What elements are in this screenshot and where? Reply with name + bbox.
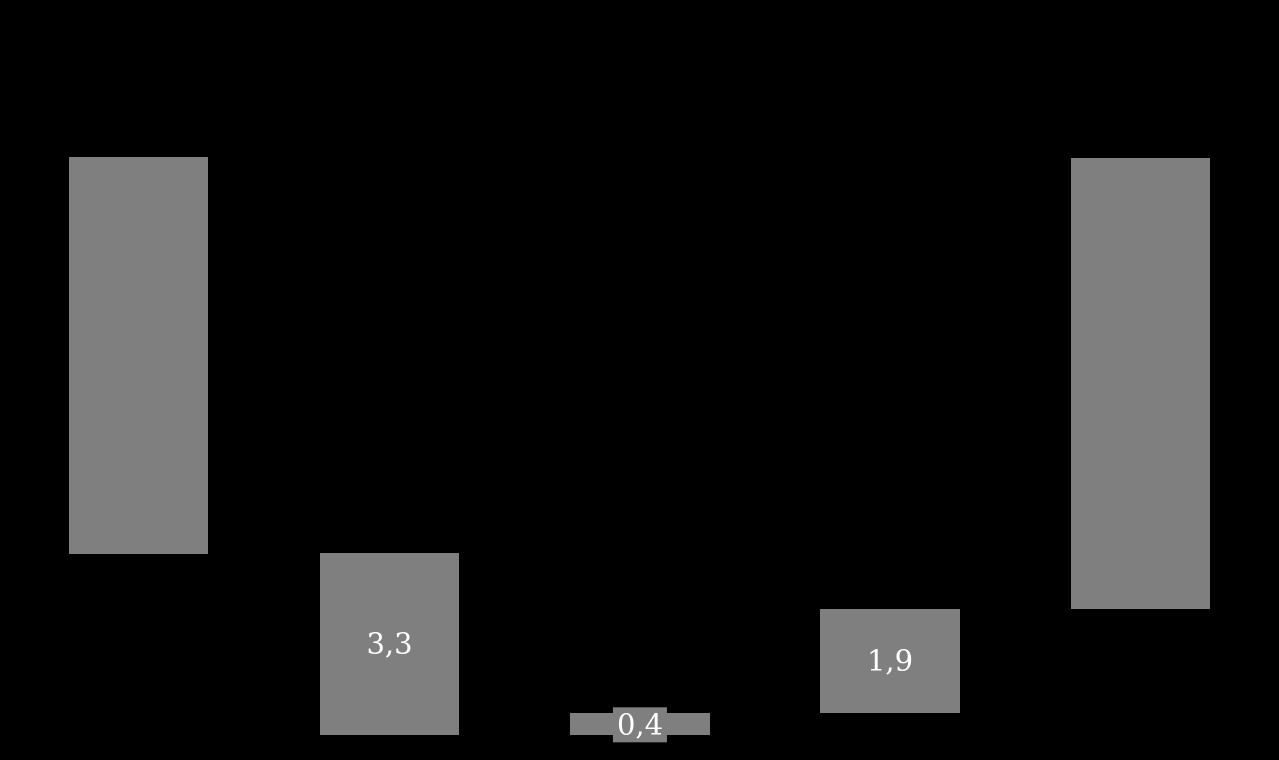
segment-bar-4-data-label: 1,9 [866, 643, 914, 678]
total-end-bar [1071, 158, 1210, 609]
segment-bar-3-data-label: 0,4 [613, 707, 667, 742]
total-start-bar [69, 157, 208, 554]
segment-bar-2-data-label: 3,3 [366, 626, 413, 661]
